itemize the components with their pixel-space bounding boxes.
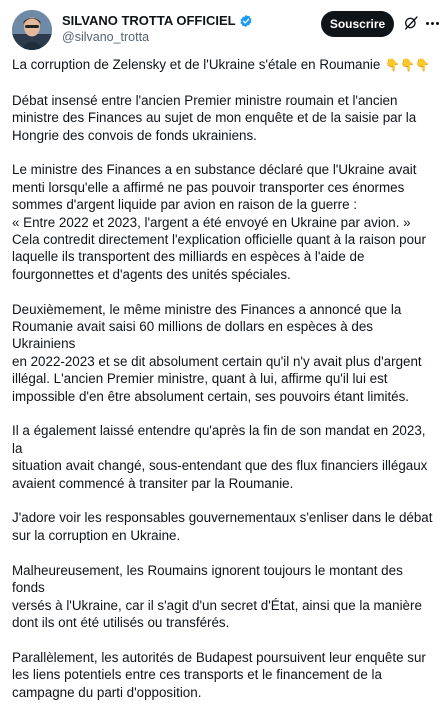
tweet-paragraph-7: Malheureusement, les Roumains ignorent toujours le montant des fonds versés à l'Ukraine, car il s'agit d'un secret d'État, ainsi que la manière dont ils ont été utilisés ou transférés. <box>12 562 422 630</box>
tweet-text <box>12 56 436 718</box>
tweet-paragraph-2: Débat insensé entre l'ancien Premier ministre roumain et l'ancien ministre des Finances au sujet de mon enquête et de la saisie par la Hongrie des convois de fonds ukrainiens. <box>12 92 417 143</box>
tweet-paragraph-8: Parallèlement, les autorités de Budapest poursuivent leur enquête sur les liens potentiels entre ces transports et le financement de la campagne du parti d'opposition. <box>12 649 426 700</box>
pointing-down-emoji-icon: 👇👇👇 <box>385 58 430 72</box>
more-options-icon[interactable] <box>426 22 440 26</box>
grok-icon[interactable] <box>403 15 419 31</box>
tweet-headline: La corruption de Zelensky et de l'Ukraine s'étale en Roumanie <box>12 57 381 72</box>
tweet-paragraph-6: J'adore voir les responsables gouvernementaux s'enliser dans le débat sur la corruption en Ukraine. <box>12 510 433 543</box>
tweet-paragraph-1 <box>12 56 436 74</box>
subscribe-button[interactable]: Souscrire <box>321 11 394 37</box>
author-display-name[interactable]: SILVANO TROTTA OFFICIEL <box>62 13 236 28</box>
author-names <box>62 13 253 46</box>
tweet-paragraph-3: Le ministre des Finances a en substance déclaré que l'Ukraine avait menti lorsqu'elle a affirmé ne pas pouvoir transporter ces énormes sommes d'argent liquide par avion en raison de la guerre : « Entre 2022 et 2023, l'argent a été envoyé en Ukraine par avion. » Cela contredit directement l'explication officielle quant à la raison pour laquelle ils transportent des milliards en espèces à l'aide de fourgonnettes et d'agents des unités spéciales. <box>12 162 426 282</box>
verified-badge-icon <box>239 14 253 28</box>
tweet-header <box>12 10 436 50</box>
author-handle[interactable]: @silvano_trotta <box>62 30 150 44</box>
author-display-name-row[interactable] <box>62 13 253 29</box>
tweet-paragraph-5: Il a également laissé entendre qu'après la fin de son mandat en 2023, la situation avait changé, sous-entendant que des flux financiers illégaux avaient commencé à transiter par la Roumanie. <box>12 423 428 491</box>
tweet-paragraph-4: Deuxièmement, le même ministre des Finances a annoncé que la Roumanie avait saisi 60 millions de dollars en espèces à des Ukrainiens en 2022-2023 et se dit absolument certain qu'il n'y avait plus d'argent illégal. L'ancien Premier ministre, quant à lui, affirme qu'il lui est impossible d'en être absolument certain, ses pouvoirs étant limités. <box>12 301 422 404</box>
avatar-image <box>12 10 52 50</box>
avatar[interactable] <box>12 10 52 50</box>
